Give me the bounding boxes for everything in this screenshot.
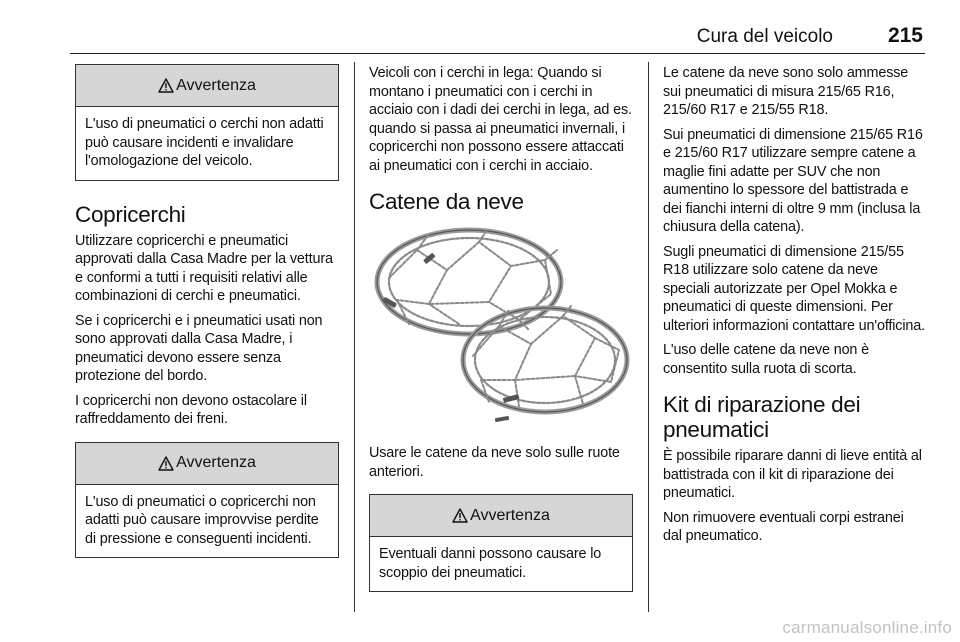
paragraph: L'uso delle catene da neve non è consentito sulla ruota di scorta. <box>663 342 869 377</box>
warning-header <box>76 65 338 107</box>
column-divider <box>354 62 355 612</box>
paragraph: Non rimuovere eventuali corpi estranei dal pneumatico. <box>663 509 904 544</box>
snow-chains-illustration <box>369 220 631 430</box>
column-divider <box>648 62 649 612</box>
section-title: Cura del veicolo <box>696 26 833 47</box>
column-2 <box>369 64 633 598</box>
heading-kit-riparazione: Kit di riparazione dei pneumatici <box>663 392 861 442</box>
warning-text: Eventuali danni possono causare lo scoppio dei pneumatici. <box>379 546 602 581</box>
paragraph: Usare le catene da neve solo sulle ruote anteriori. <box>369 445 620 480</box>
warning-box <box>369 494 633 592</box>
page-header <box>70 24 925 54</box>
warning-box <box>75 64 339 181</box>
warning-title: Avvertenza <box>176 454 256 471</box>
warning-box <box>75 442 339 559</box>
warning-triangle-icon <box>452 508 468 523</box>
paragraph: Sugli pneumatici di dimensione 215/55 R18 utilizzare solo catene da neve speciali autorizzate per Opel Mokka e pneumatici di queste dimensioni. Per ulteriori informazioni contattare un'officina. <box>663 243 925 334</box>
warning-text: L'uso di pneumatici o copricerchi non adatti può causare improvvise perdite di pressione e conseguenti incidenti. <box>85 493 319 547</box>
column-1 <box>75 64 339 564</box>
paragraph: Sui pneumatici di dimensione 215/65 R16 e 215/60 R17 utilizzare sempre catene a maglie fini adatte per SUV che non aumentino lo spessore del battistrada e dei fianchi interni di oltre 9 mm (inclusa la chiusura della catena). <box>663 126 923 235</box>
page-number: 215 <box>887 24 923 47</box>
paragraph: I copricerchi non devono ostacolare il raffreddamento dei freni. <box>75 392 307 427</box>
paragraph: Utilizzare copricerchi e pneumatici approvati dalla Casa Madre per la vettura e conformi a tutti i requisiti relativi alle combinazioni di cerchi e pneumatici. <box>75 232 333 304</box>
heading-copricerchi: Copricerchi <box>75 201 186 227</box>
heading-catene-da-neve: Catene da neve <box>369 189 524 214</box>
column-3 <box>663 64 925 552</box>
warning-text: L'uso di pneumatici o cerchi non adatti può causare incidenti e invalidare l'omologazione del veicolo. <box>85 116 324 169</box>
warning-title: Avvertenza <box>176 76 256 94</box>
watermark: carmanualsonline.info <box>782 618 952 637</box>
warning-triangle-icon <box>158 78 174 93</box>
warning-header <box>76 443 338 485</box>
warning-title: Avvertenza <box>470 506 550 524</box>
paragraph: Le catene da neve sono solo ammesse sui pneumatici di misura 215/65 R16, 215/60 R17 e 215/55 R18. <box>663 65 909 118</box>
warning-header <box>370 495 632 537</box>
paragraph: È possibile riparare danni di lieve entità al battistrada con il kit di riparazione dei pneumatici. <box>663 448 922 501</box>
paragraph: Se i copricerchi e i pneumatici usati non sono approvati dalla Casa Madre, i pneumatici devono essere senza protezione del bordo. <box>75 312 323 384</box>
warning-triangle-icon <box>158 456 174 471</box>
paragraph: Veicoli con i cerchi in lega: Quando si montano i pneumatici con i cerchi in acciaio con i dadi dei cerchi in lega, ad es. quando si passa ai pneumatici invernali, i copricerchi non possono essere attaccati ai pneumatici con i cerchi in acciaio. <box>369 65 632 174</box>
